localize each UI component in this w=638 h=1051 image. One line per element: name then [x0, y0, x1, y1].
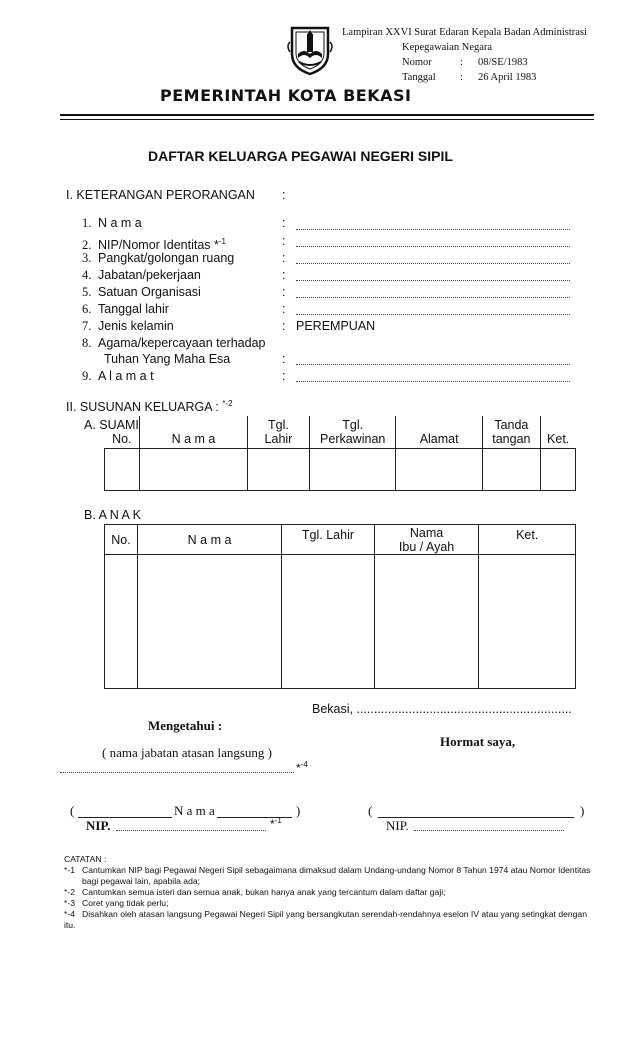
header-rule-thick	[60, 114, 594, 116]
field-label: A l a m a t	[98, 369, 154, 383]
table-cell[interactable]	[282, 555, 375, 689]
table-cell[interactable]	[140, 448, 248, 490]
table-cell[interactable]	[540, 448, 575, 490]
field-label: Pangkat/golongan ruang	[98, 251, 235, 265]
field-value-line[interactable]	[296, 280, 570, 281]
field-label: Satuan Organisasi	[98, 285, 201, 299]
col-tgl-perkawinan: Tgl. Perkawinan	[309, 416, 395, 448]
table-cell[interactable]	[247, 448, 309, 490]
col-tgl-lahir: Tgl. Lahir	[282, 525, 375, 555]
field-value-line[interactable]	[296, 297, 570, 298]
field-colon: :	[282, 302, 286, 316]
place-date[interactable]: Bekasi, ..............................................................	[312, 702, 572, 716]
col-ibu-ayah: Nama Ibu / Ayah	[374, 525, 479, 555]
field-value-line[interactable]	[296, 246, 570, 247]
left-nip-label: NIP.	[86, 818, 111, 833]
col-nama: N a m a	[137, 525, 281, 555]
col-ket: Ket.	[540, 416, 575, 448]
nomor-sep: :	[460, 57, 463, 68]
left-nip-line[interactable]	[116, 830, 266, 831]
jabatan-line[interactable]	[60, 772, 294, 773]
field-label: Jenis kelamin	[98, 319, 174, 333]
field-value-line[interactable]	[296, 364, 570, 365]
page-title: DAFTAR KELUARGA PEGAWAI NEGERI SIPIL	[148, 148, 453, 164]
table-cell[interactable]	[374, 555, 479, 689]
table-cell[interactable]	[105, 448, 140, 490]
tanggal-value: 26 April 1983	[478, 72, 537, 83]
section1-heading: I. KETERANGAN PERORANGAN	[66, 188, 255, 202]
right-nip-label: NIP.	[386, 818, 409, 833]
table-cell[interactable]	[479, 555, 576, 689]
footnote-marker: -1	[218, 237, 227, 246]
field-value-line[interactable]	[296, 263, 570, 264]
nomor-label: Nomor	[402, 57, 432, 68]
anak-label: B. A N A K	[84, 508, 141, 522]
right-open-paren: (	[368, 803, 373, 818]
field-colon: :	[282, 216, 286, 230]
field-jabatan: 4. Jabatan/pekerjaan	[82, 268, 201, 282]
notes-heading: CATATAN :	[64, 854, 107, 864]
mengetahui-label: Mengetahui :	[148, 718, 223, 733]
anak-table	[104, 524, 576, 689]
field-label: Tanggal lahir	[98, 302, 169, 316]
footnote-marker: *-2	[222, 399, 233, 408]
field-satuan: 5. Satuan Organisasi	[82, 285, 201, 299]
left-nip-footnote: *$^{-1}$	[270, 816, 282, 831]
table-row	[105, 448, 576, 490]
table-header-row	[105, 416, 576, 448]
suami-label: A. SUAMI	[84, 418, 139, 432]
right-nip-line[interactable]	[414, 830, 564, 831]
field-value-line[interactable]	[296, 229, 570, 230]
table-cell[interactable]	[396, 448, 482, 490]
left-open-paren: (	[70, 803, 75, 818]
col-ket: Ket.	[479, 525, 576, 555]
col-tanda-tangan: Tanda tangan	[482, 416, 540, 448]
field-label: NIP/Nomor Identitas *	[98, 238, 219, 253]
note-item: *-2 Cantumkan semua isteri dan semua anak, bukan hanya anak yang tercantum dalam daftar gaji;	[64, 887, 446, 897]
table-header-row	[105, 525, 576, 555]
note-item: *-3 Coret yang tidak perlu;	[64, 898, 169, 908]
field-agama-cont: Tuhan Yang Maha Esa	[104, 352, 231, 366]
field-colon: :	[282, 268, 286, 282]
col-alamat: Alamat	[396, 416, 482, 448]
lampiran-line: Lampiran XXVI Surat Edaran Kepala Badan Administrasi	[342, 27, 587, 38]
jabatan-atasan: ( nama jabatan atasan langsung )	[102, 745, 273, 760]
field-label: N a m a	[98, 216, 142, 230]
jabatan-footnote: *$^{-4}$	[296, 760, 308, 775]
field-nama: 1. N a m a	[82, 216, 142, 230]
left-close-paren: )	[296, 803, 301, 818]
field-nip: 2. NIP/Nomor Identitas *$^{-1}$	[82, 237, 227, 253]
nomor-value: 08/SE/1983	[478, 57, 528, 68]
field-tanggal-lahir: 6. Tanggal lahir	[82, 302, 169, 316]
section1-colon: :	[282, 188, 286, 202]
field-colon: :	[282, 319, 286, 333]
right-close-paren: )	[580, 803, 585, 818]
table-cell[interactable]	[482, 448, 540, 490]
field-jenis-kelamin: 7. Jenis kelamin	[82, 319, 174, 333]
note-item: *-1 Cantumkan NIP bagi Pegawai Negeri Sipil sebagaimana dimaksud dalam Undang-undang Nomor 8 Tahun 1974 atau Nomor Identitas	[64, 865, 591, 875]
col-nama: N a m a	[140, 416, 248, 448]
section2-heading: II. SUSUNAN KELUARGA : $^{*-2}$	[66, 399, 233, 415]
table-row	[105, 555, 576, 689]
field-value-line[interactable]	[296, 381, 570, 382]
field-value-line[interactable]	[296, 314, 570, 315]
col-tgl-lahir: Tgl. Lahir	[247, 416, 309, 448]
field-colon: :	[282, 234, 286, 248]
field-colon: :	[282, 352, 286, 366]
lampiran-block	[342, 25, 587, 85]
note-item-cont: bagi pegawai lain, apabila ada;	[82, 876, 201, 886]
table-cell[interactable]	[309, 448, 395, 490]
suami-table	[104, 416, 576, 491]
hormat-saya-label: Hormat saya,	[440, 734, 516, 749]
field-agama: 8. Agama/kepercayaan terhadap	[82, 336, 266, 350]
tanggal-label: Tanggal	[402, 72, 436, 83]
field-colon: :	[282, 251, 286, 265]
left-name-label: N a m a	[174, 803, 215, 818]
field-pangkat: 3. Pangkat/golongan ruang	[82, 251, 235, 265]
tanggal-sep: :	[460, 72, 463, 83]
field-alamat: 9. A l a m a t	[82, 369, 154, 383]
field-colon: :	[282, 369, 286, 383]
bekasi-coat-of-arms-logo	[286, 24, 334, 76]
table-cell[interactable]	[137, 555, 281, 689]
field-value-jenis-kelamin[interactable]: PEREMPUAN	[296, 319, 376, 333]
government-name: PEMERINTAH KOTA BEKASI	[160, 86, 412, 105]
note-item: *-4 Disahkan oleh atasan langsung Pegawai Negeri Sipil yang bersangkutan serendah-rendahnya eselon IV atau yang setingkat dengan itu.	[64, 909, 587, 930]
lampiran-sub: Kepegawaian Negara	[402, 42, 493, 53]
col-no: No.	[105, 416, 140, 448]
field-label: Jabatan/pekerjaan	[98, 268, 201, 282]
table-cell[interactable]	[105, 555, 138, 689]
field-colon: :	[282, 285, 286, 299]
col-no: No.	[105, 525, 138, 555]
header-rule-thin	[60, 119, 594, 120]
field-label: Agama/kepercayaan terhadap	[98, 336, 266, 350]
